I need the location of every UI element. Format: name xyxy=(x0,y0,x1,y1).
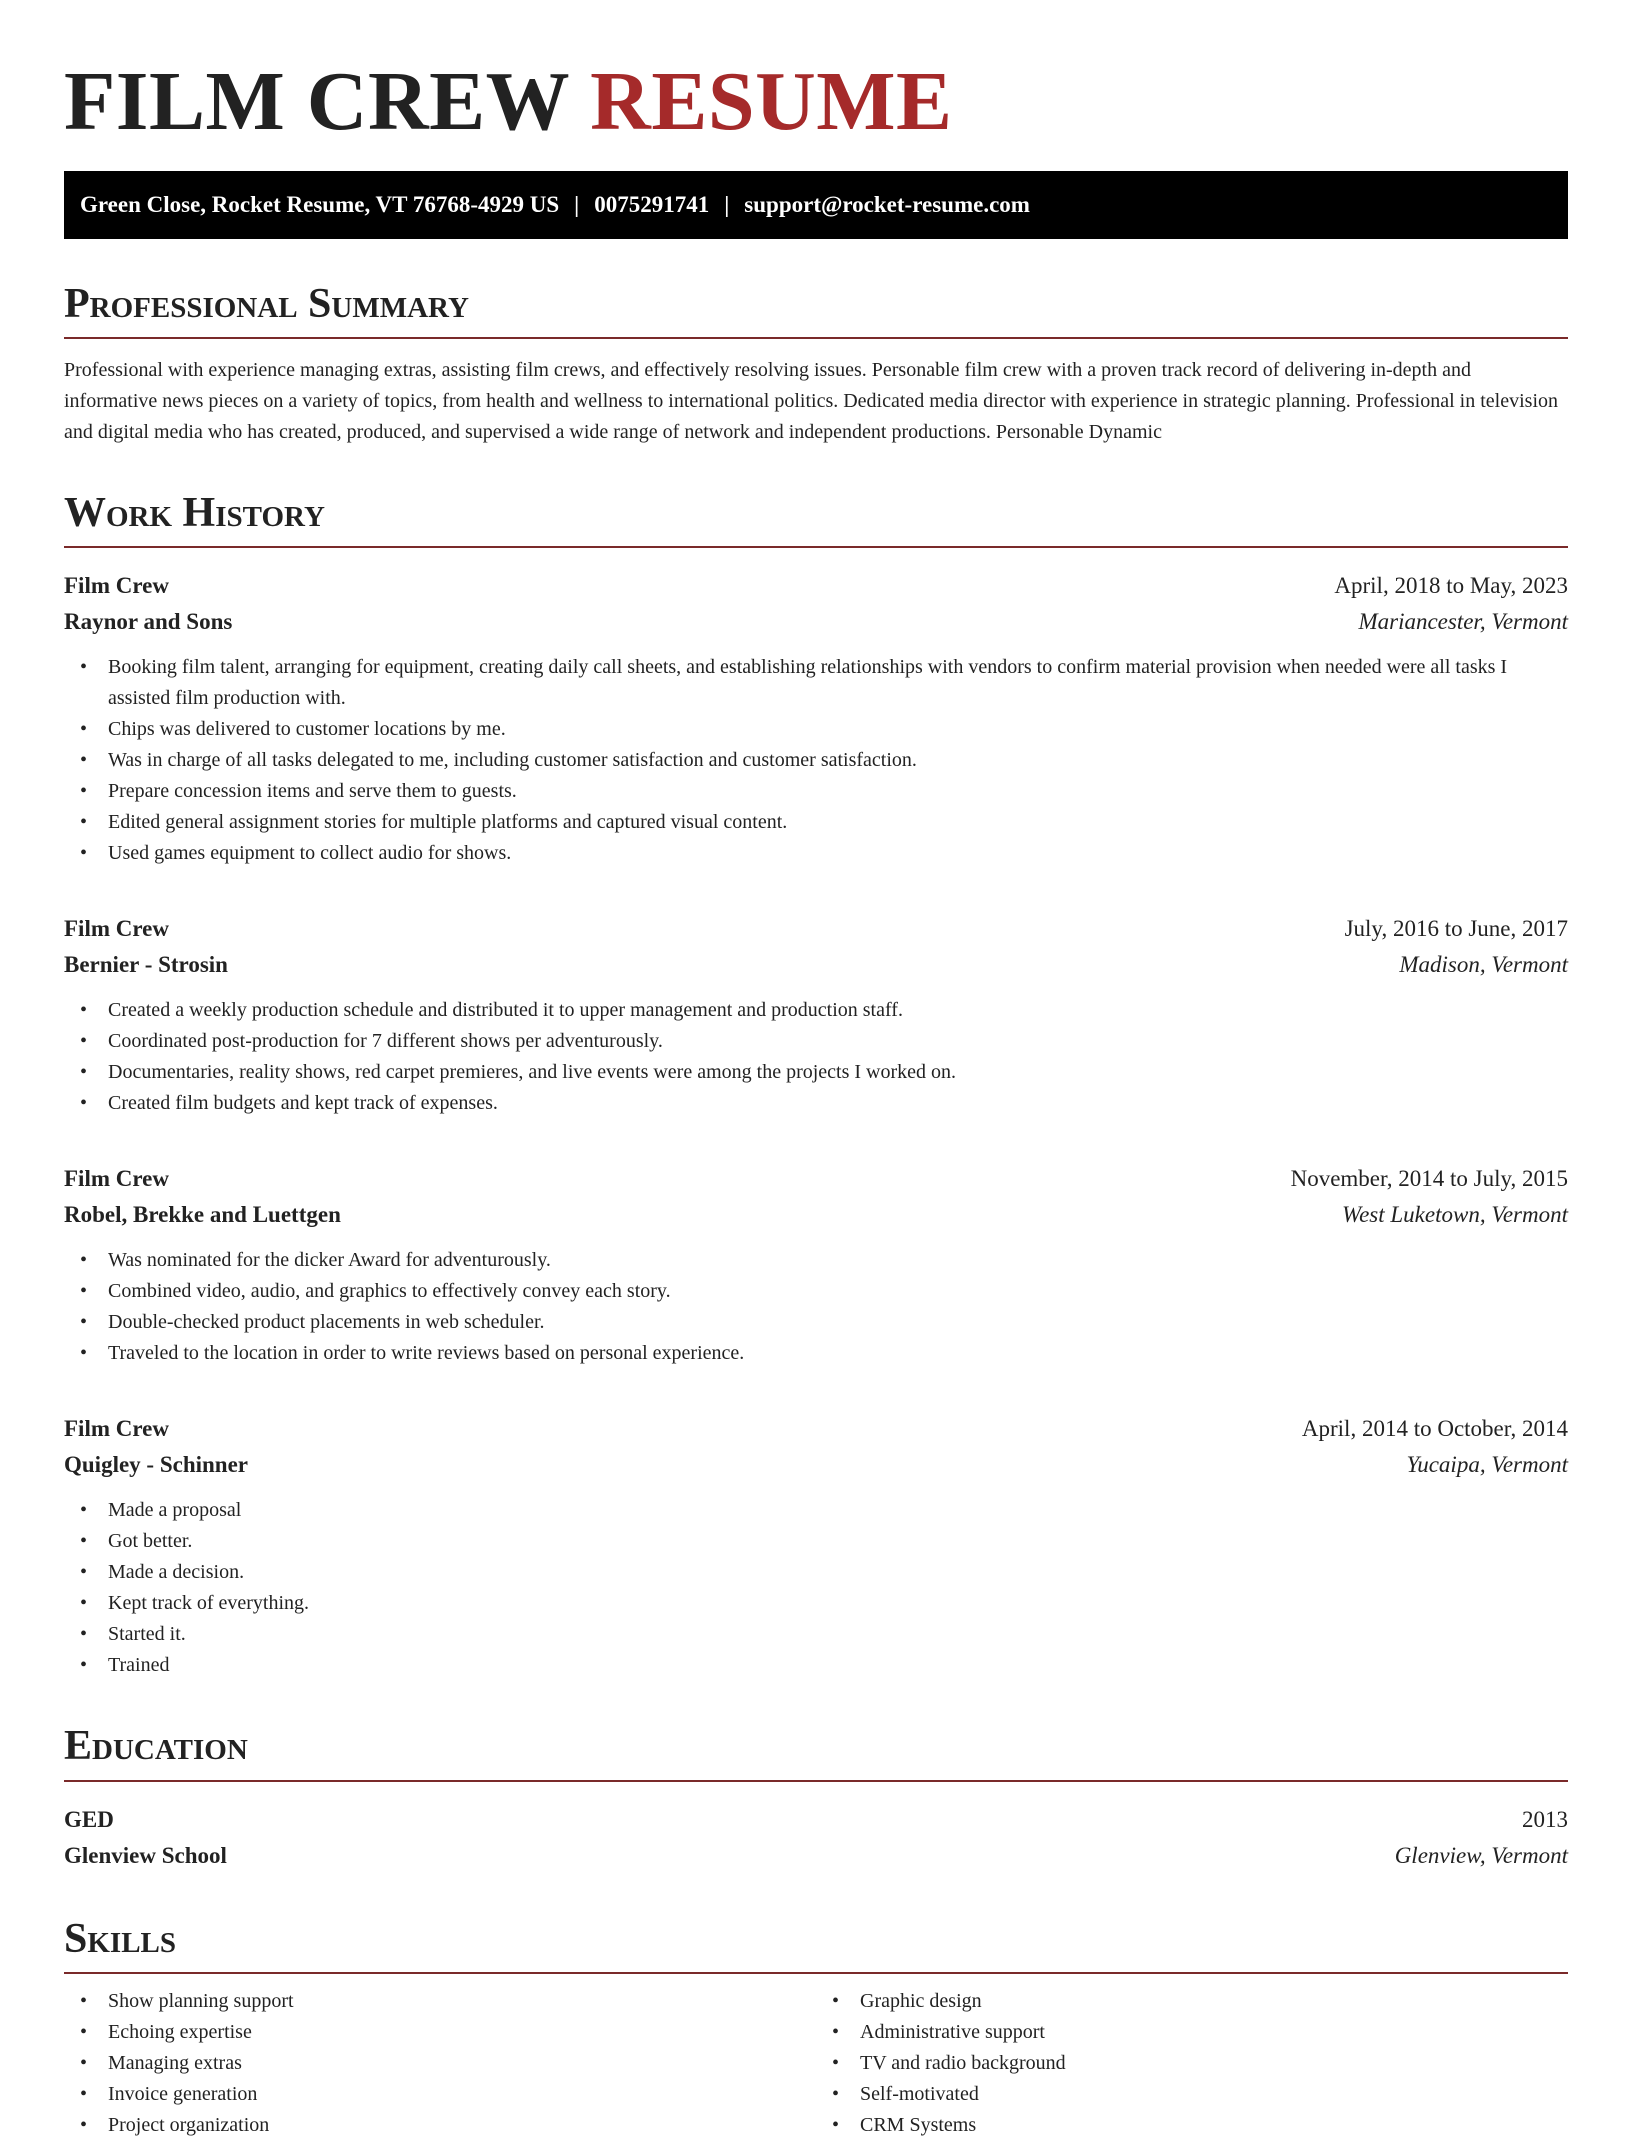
job-bullet: • Got better. xyxy=(108,1526,1568,1557)
contact-separator: | xyxy=(724,192,730,218)
contact-phone: 0075291741 xyxy=(594,192,710,218)
skills-column-left xyxy=(64,1986,816,2141)
job-header-row xyxy=(64,1161,1568,1197)
job-bullet: • Combined video, audio, and graphics to effectively convey each story. xyxy=(108,1276,1568,1307)
job-header-row xyxy=(64,568,1568,604)
job-location: West Luketown, Vermont xyxy=(1342,1202,1568,1228)
job-bullet: • Documentaries, reality shows, red carpet premieres, and live events were among the projects I worked on. xyxy=(108,1057,1568,1088)
summary-text: Professional with experience managing extras, assisting film crews, and effectively resolving issues. Personable film crew with a proven track record of delivering in-depth and informative news pieces on a variety of topics, from health and wellness to international politics. Dedicated media director with experience in strategic planning. Professional in television and digital media who has created, produced, and supervised a wide range of network and independent productions. Personable Dynamic xyxy=(64,359,1558,444)
job-company: Bernier - Strosin xyxy=(64,952,228,978)
work-history-list xyxy=(64,568,1568,1681)
job-header-row xyxy=(64,911,1568,947)
resume-title xyxy=(64,52,1568,151)
job-bullet: • Was in charge of all tasks delegated to me, including customer satisfaction and customer satisfaction. xyxy=(108,745,1568,776)
job-company-row xyxy=(64,1447,1568,1483)
job-title: Film Crew xyxy=(64,573,169,599)
contact-email: support@rocket-resume.com xyxy=(744,192,1030,218)
job-location: Mariancester, Vermont xyxy=(1358,609,1568,635)
education-year: 2013 xyxy=(1522,1806,1568,1832)
job-location: Madison, Vermont xyxy=(1399,952,1568,978)
job-header-row xyxy=(64,1411,1568,1447)
job-dates: July, 2016 to June, 2017 xyxy=(1344,916,1568,942)
job-bullet: • Was nominated for the dicker Award for adventurously. xyxy=(108,1245,1568,1276)
job-dates: November, 2014 to July, 2015 xyxy=(1290,1166,1568,1192)
contact-address: Green Close, Rocket Resume, VT 76768-4929 US xyxy=(80,192,560,218)
job-bullets xyxy=(64,652,1568,869)
summary-heading: Professional Summary xyxy=(64,281,1568,339)
education-heading: Education xyxy=(64,1723,1568,1781)
job-title: Film Crew xyxy=(64,1166,169,1192)
education-school-row xyxy=(64,1838,1568,1874)
education-entry xyxy=(64,1802,1568,1874)
job-bullet: • Created a weekly production schedule and distributed it to upper management and production staff. xyxy=(108,995,1568,1026)
skills-column-right xyxy=(816,1986,1568,2141)
job-bullet: • Kept track of everything. xyxy=(108,1588,1568,1619)
job-bullet: • Created film budgets and kept track of expenses. xyxy=(108,1088,1568,1119)
skill-item: • Show planning support xyxy=(108,1986,816,2017)
job-bullets xyxy=(64,995,1568,1119)
job-company-row xyxy=(64,947,1568,983)
skill-item: • Invoice generation xyxy=(108,2079,816,2110)
job-bullet: • Double-checked product placements in web scheduler. xyxy=(108,1307,1568,1338)
education-degree: GED xyxy=(64,1806,114,1832)
education-school: Glenview School xyxy=(64,1842,227,1868)
job-entry xyxy=(64,568,1568,869)
skill-item: • Self-motivated xyxy=(860,2079,1568,2110)
job-title: Film Crew xyxy=(64,1416,169,1442)
skill-item: • Administrative support xyxy=(860,2017,1568,2048)
job-company-row xyxy=(64,604,1568,640)
job-bullet: • Booking film talent, arranging for equipment, creating daily call sheets, and establishing relationships with vendors to confirm material provision when needed were all tasks I assisted film production with. xyxy=(108,652,1568,714)
job-bullet: • Edited general assignment stories for multiple platforms and captured visual content. xyxy=(108,807,1568,838)
job-entry xyxy=(64,1411,1568,1681)
job-dates: April, 2018 to May, 2023 xyxy=(1334,573,1568,599)
job-bullet: • Used games equipment to collect audio for shows. xyxy=(108,838,1568,869)
job-company: Robel, Brekke and Luettgen xyxy=(64,1202,341,1228)
job-bullet: • Traveled to the location in order to write reviews based on personal experience. xyxy=(108,1338,1568,1369)
job-entry xyxy=(64,1161,1568,1369)
job-bullet: • Prepare concession items and serve them to guests. xyxy=(108,776,1568,807)
job-bullet: • Chips was delivered to customer locations by me. xyxy=(108,714,1568,745)
education-location: Glenview, Vermont xyxy=(1394,1842,1568,1868)
contact-bar xyxy=(64,171,1568,239)
skill-item: • TV and radio background xyxy=(860,2048,1568,2079)
skill-item: • Managing extras xyxy=(108,2048,816,2079)
title-accent: RESUME xyxy=(590,55,953,148)
job-bullet: • Started it. xyxy=(108,1619,1568,1650)
contact-separator: | xyxy=(574,192,580,218)
job-bullet: • Made a proposal xyxy=(108,1495,1568,1526)
skill-item: • CRM Systems xyxy=(860,2110,1568,2141)
job-dates: April, 2014 to October, 2014 xyxy=(1301,1416,1568,1442)
job-bullet: • Made a decision. xyxy=(108,1557,1568,1588)
job-company: Quigley - Schinner xyxy=(64,1452,249,1478)
job-entry xyxy=(64,911,1568,1119)
job-company-row xyxy=(64,1197,1568,1233)
skill-item: • Echoing expertise xyxy=(108,2017,816,2048)
skills-heading: Skills xyxy=(64,1916,1568,1974)
job-bullet: • Coordinated post-production for 7 different shows per adventurously. xyxy=(108,1026,1568,1057)
job-company: Raynor and Sons xyxy=(64,609,233,635)
work-history-heading: Work History xyxy=(64,490,1568,548)
job-bullets xyxy=(64,1495,1568,1681)
education-degree-row xyxy=(64,1802,1568,1838)
skill-item: • Project organization xyxy=(108,2110,816,2141)
job-title: Film Crew xyxy=(64,916,169,942)
skills-list xyxy=(64,1986,1568,2141)
skill-item: • Graphic design xyxy=(860,1986,1568,2017)
job-bullets xyxy=(64,1245,1568,1369)
title-main: FILM CREW xyxy=(64,55,569,148)
job-location: Yucaipa, Vermont xyxy=(1406,1452,1568,1478)
job-bullet: • Trained xyxy=(108,1650,1568,1681)
